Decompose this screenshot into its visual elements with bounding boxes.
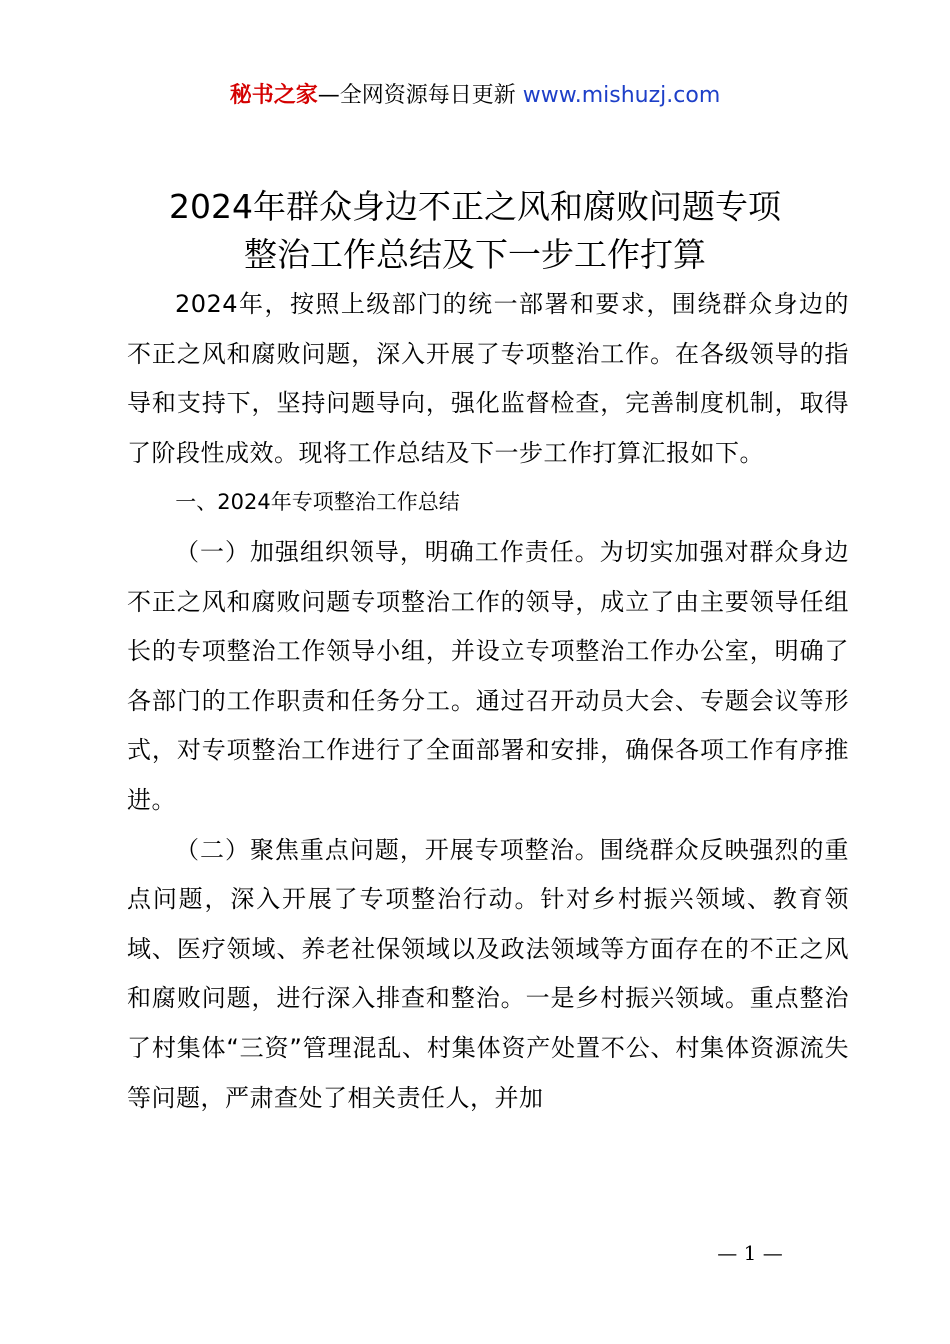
section-heading: 一、2024年专项整治工作总结	[175, 490, 460, 515]
brand-name: 秘书之家	[229, 83, 318, 108]
intro-paragraph: 2024年，按照上级部门的统一部署和要求，围绕群众身边的不正之风和腐败问题，深入开展了专项整治工作。在各级领导的指导和支持下，坚持问题导向，强化监督检查，完善制度机制，取得了阶段性成效。现将工作总结及下一步工作打算汇报如下。	[127, 290, 849, 467]
site-url[interactable]: www.mishuzj.com	[522, 83, 721, 108]
title-line-1: 2024年群众身边不正之风和腐败问题专项	[169, 187, 781, 226]
page-number: — 1 —	[717, 1241, 783, 1265]
document-body	[127, 280, 849, 1123]
paragraph-1: （一）加强组织领导，明确工作责任。为切实加强对群众身边不正之风和腐败问题专项整治工作的领导，成立了由主要领导任组长的专项整治工作领导小组，并设立专项整治工作办公室，明确了各部门的工作职责和任务分工。通过召开动员大会、专题会议等形式，对专项整治工作进行了全面部署和安排，确保各项工作有序推进。	[127, 537, 849, 814]
brand-tagline: —全网资源每日更新	[317, 83, 523, 108]
paragraph-2: （二）聚焦重点问题，开展专项整治。围绕群众反映强烈的重点问题，深入开展了专项整治行动。针对乡村振兴领域、教育领域、医疗领域、养老社保领域以及政法领域等方面存在的不正之风和腐败问题，进行深入排查和整治。一是乡村振兴领域。重点整治了村集体“三资”管理混乱、村集体资产处置不公、村集体资源流失等问题，严肃查处了相关责任人，并加	[127, 835, 849, 1112]
title-line-2: 整治工作总结及下一步工作打算	[244, 235, 706, 274]
document-title	[100, 183, 850, 279]
site-banner	[0, 80, 950, 112]
